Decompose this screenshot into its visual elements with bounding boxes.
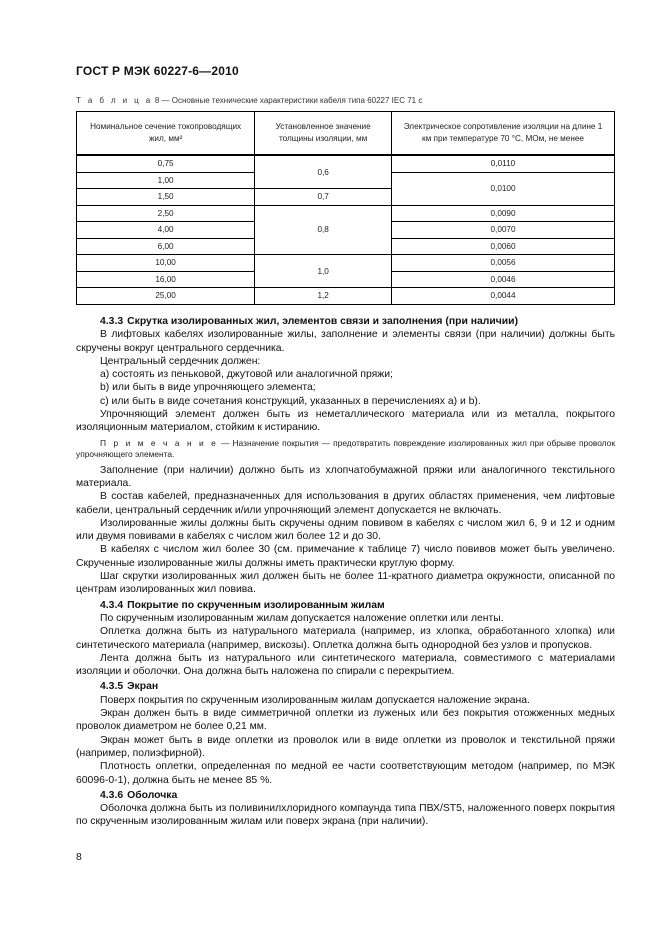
section-heading-4-3-3 (76, 315, 615, 328)
cell-section: 1,00 (77, 172, 255, 189)
header-cross-section: Номинальное сечение токопроводящих жил, мм² (77, 112, 255, 156)
cell-section: 25,00 (77, 288, 255, 305)
body-text (76, 313, 615, 829)
note-prefix: П р и м е ч а н и е (100, 437, 219, 448)
paragraph: По скрученным изолированным жилам допускается наложение оплетки или ленты. (100, 612, 504, 624)
table-row (77, 155, 615, 172)
cell-resistance: 0,0044 (392, 288, 615, 305)
cell-resistance: 0,0046 (392, 271, 615, 288)
cell-thickness: 1,2 (255, 288, 392, 305)
paragraph: Изолированные жилы должны быть скручены одним повивом в кабелях с числом жил 6, 9 и 12 и одним или двумя повивами в кабелях с числом жил более 12 и до 30. (76, 517, 615, 543)
table-caption (76, 96, 422, 105)
section-title: Скрутка изолированных жил, элементов связи и заполнения (при наличии) (127, 316, 519, 327)
section-number: 4.3.3 (100, 316, 124, 327)
section-title: Экран (127, 681, 159, 693)
section-title: Оболочка (127, 789, 178, 801)
page-number: 8 (76, 852, 82, 863)
table-row (77, 255, 615, 272)
paragraph: Экран должен быть в виде симметричной оплетки из луженых или без покрытия отожженных медных проволок диаметром не более 0,21 мм. (76, 708, 615, 733)
paragraph: Центральный сердечник должен: (100, 355, 261, 367)
paragraph: Заполнение (при наличии) должно быть из хлопчатобумажной пряжи или аналогичного текстильного материала. (76, 464, 615, 489)
header-insulation-thickness: Установленное значение толщины изоляции, мм (255, 112, 392, 156)
characteristics-table (76, 111, 615, 305)
section-number: 4.3.6 (100, 789, 124, 801)
list-item: а) состоять из пеньковой, джутовой или аналогичной пряжи; (100, 369, 393, 381)
cell-thickness: 0,8 (255, 205, 392, 255)
table-header-row (77, 112, 615, 156)
cell-section: 0,75 (77, 155, 255, 172)
section-heading-4-3-5 (76, 680, 615, 693)
paragraph: В кабелях с числом жил более 30 (см. примечание к таблице 7) число повивов может быть увеличено. Скрученные изолированные жилы должны иметь практически круглую форму. (76, 544, 615, 569)
table-row (77, 288, 615, 305)
cell-resistance: 0,0056 (392, 255, 615, 272)
paragraph: В состав кабелей, предназначенных для использования в других областях применения, чем лифтовые кабели, центральный сердечник и/или упрочняющий элемент допускается не включать. (76, 491, 615, 516)
paragraph: Оплетка должна быть из натурального материала (например, из хлопка, обработанного хлопка) или синтетического материала (например, вискозы). Оплетка должна быть однородной без узлов и пропусков. (76, 626, 615, 651)
paragraph: Лента должна быть из натурального или синтетического материала, совместимого с материалами изоляции и оболочки. Она должна быть наложена по спирали с перекрытием. (76, 652, 615, 678)
table-caption-text: 8 — Основные технические характеристики кабеля типа 60227 IEC 71 с (152, 96, 423, 105)
table-row (77, 205, 615, 222)
section-number: 4.3.5 (100, 681, 124, 693)
paragraph: Упрочняющий элемент должен быть из неметаллического материала или из металла, покрытого изоляционным материалом, стойким к истиранию. (76, 409, 615, 434)
cell-section: 1,50 (77, 189, 255, 206)
paragraph: Оболочка должна быть из поливинилхлоридного компаунда типа ПВХ/ST5, наложенного поверх покрытия по скрученным изолированным жилам или поверх экрана (при наличии). (76, 803, 615, 828)
paragraph: Поверх покрытия по скрученным изолированным жилам допускается наложение экрана. (100, 694, 530, 706)
cell-section: 4,00 (77, 222, 255, 239)
cell-thickness: 1,0 (255, 255, 392, 288)
cell-resistance: 0,0100 (392, 172, 615, 205)
section-heading-4-3-4 (76, 599, 615, 612)
paragraph: Шаг скрутки изолированных жил должен быть не более 11-кратного диаметра окружности, описанной по центрам изолированных жил повива. (76, 571, 615, 596)
cell-section: 10,00 (77, 255, 255, 272)
cell-resistance: 0,0110 (392, 155, 615, 172)
list-item: c) или быть в виде сочетания конструкций, указанных в перечислениях а) и b). (100, 395, 481, 407)
cell-resistance: 0,0090 (392, 205, 615, 222)
cell-resistance: 0,0060 (392, 238, 615, 255)
section-number: 4.3.4 (100, 599, 124, 611)
note (76, 438, 615, 461)
table-caption-prefix: Т а б л и ц а (76, 96, 153, 105)
list-item: b) или быть в виде упрочняющего элемента; (100, 382, 316, 394)
cell-thickness: 0,6 (255, 155, 392, 189)
header-insulation-resistance: Электрическое сопротивление изоляции на длине 1 км при температуре 70 °С, МОм, не менее (392, 112, 615, 156)
paragraph: Экран может быть в виде оплетки из проволок или в виде оплетки из проволок и текстильной пряжи (например, полиэфирной). (76, 734, 615, 759)
section-title: Покрытие по скрученным изолированным жилам (127, 599, 385, 611)
cell-section: 16,00 (77, 271, 255, 288)
document-header: ГОСТ Р МЭК 60227-6—2010 (76, 64, 239, 78)
cell-section: 6,00 (77, 238, 255, 255)
section-heading-4-3-6 (76, 789, 615, 802)
cell-thickness: 0,7 (255, 189, 392, 206)
paragraph: В лифтовых кабелях изолированные жилы, заполнение и элементы связи (при наличии) должны быть скручены вокруг центрального сердечника. (76, 329, 615, 354)
paragraph: Плотность оплетки, определенная по медной ее части соответствующим методом (например, по МЭК 60096-0-1), должна быть не менее 85 %. (76, 761, 615, 786)
note-text: — Назначение покрытия — предотвратить повреждение изолированных жил при обрыве проволок упрочняющего элемента. (76, 437, 615, 460)
cell-resistance: 0,0070 (392, 222, 615, 239)
cell-section: 2,50 (77, 205, 255, 222)
